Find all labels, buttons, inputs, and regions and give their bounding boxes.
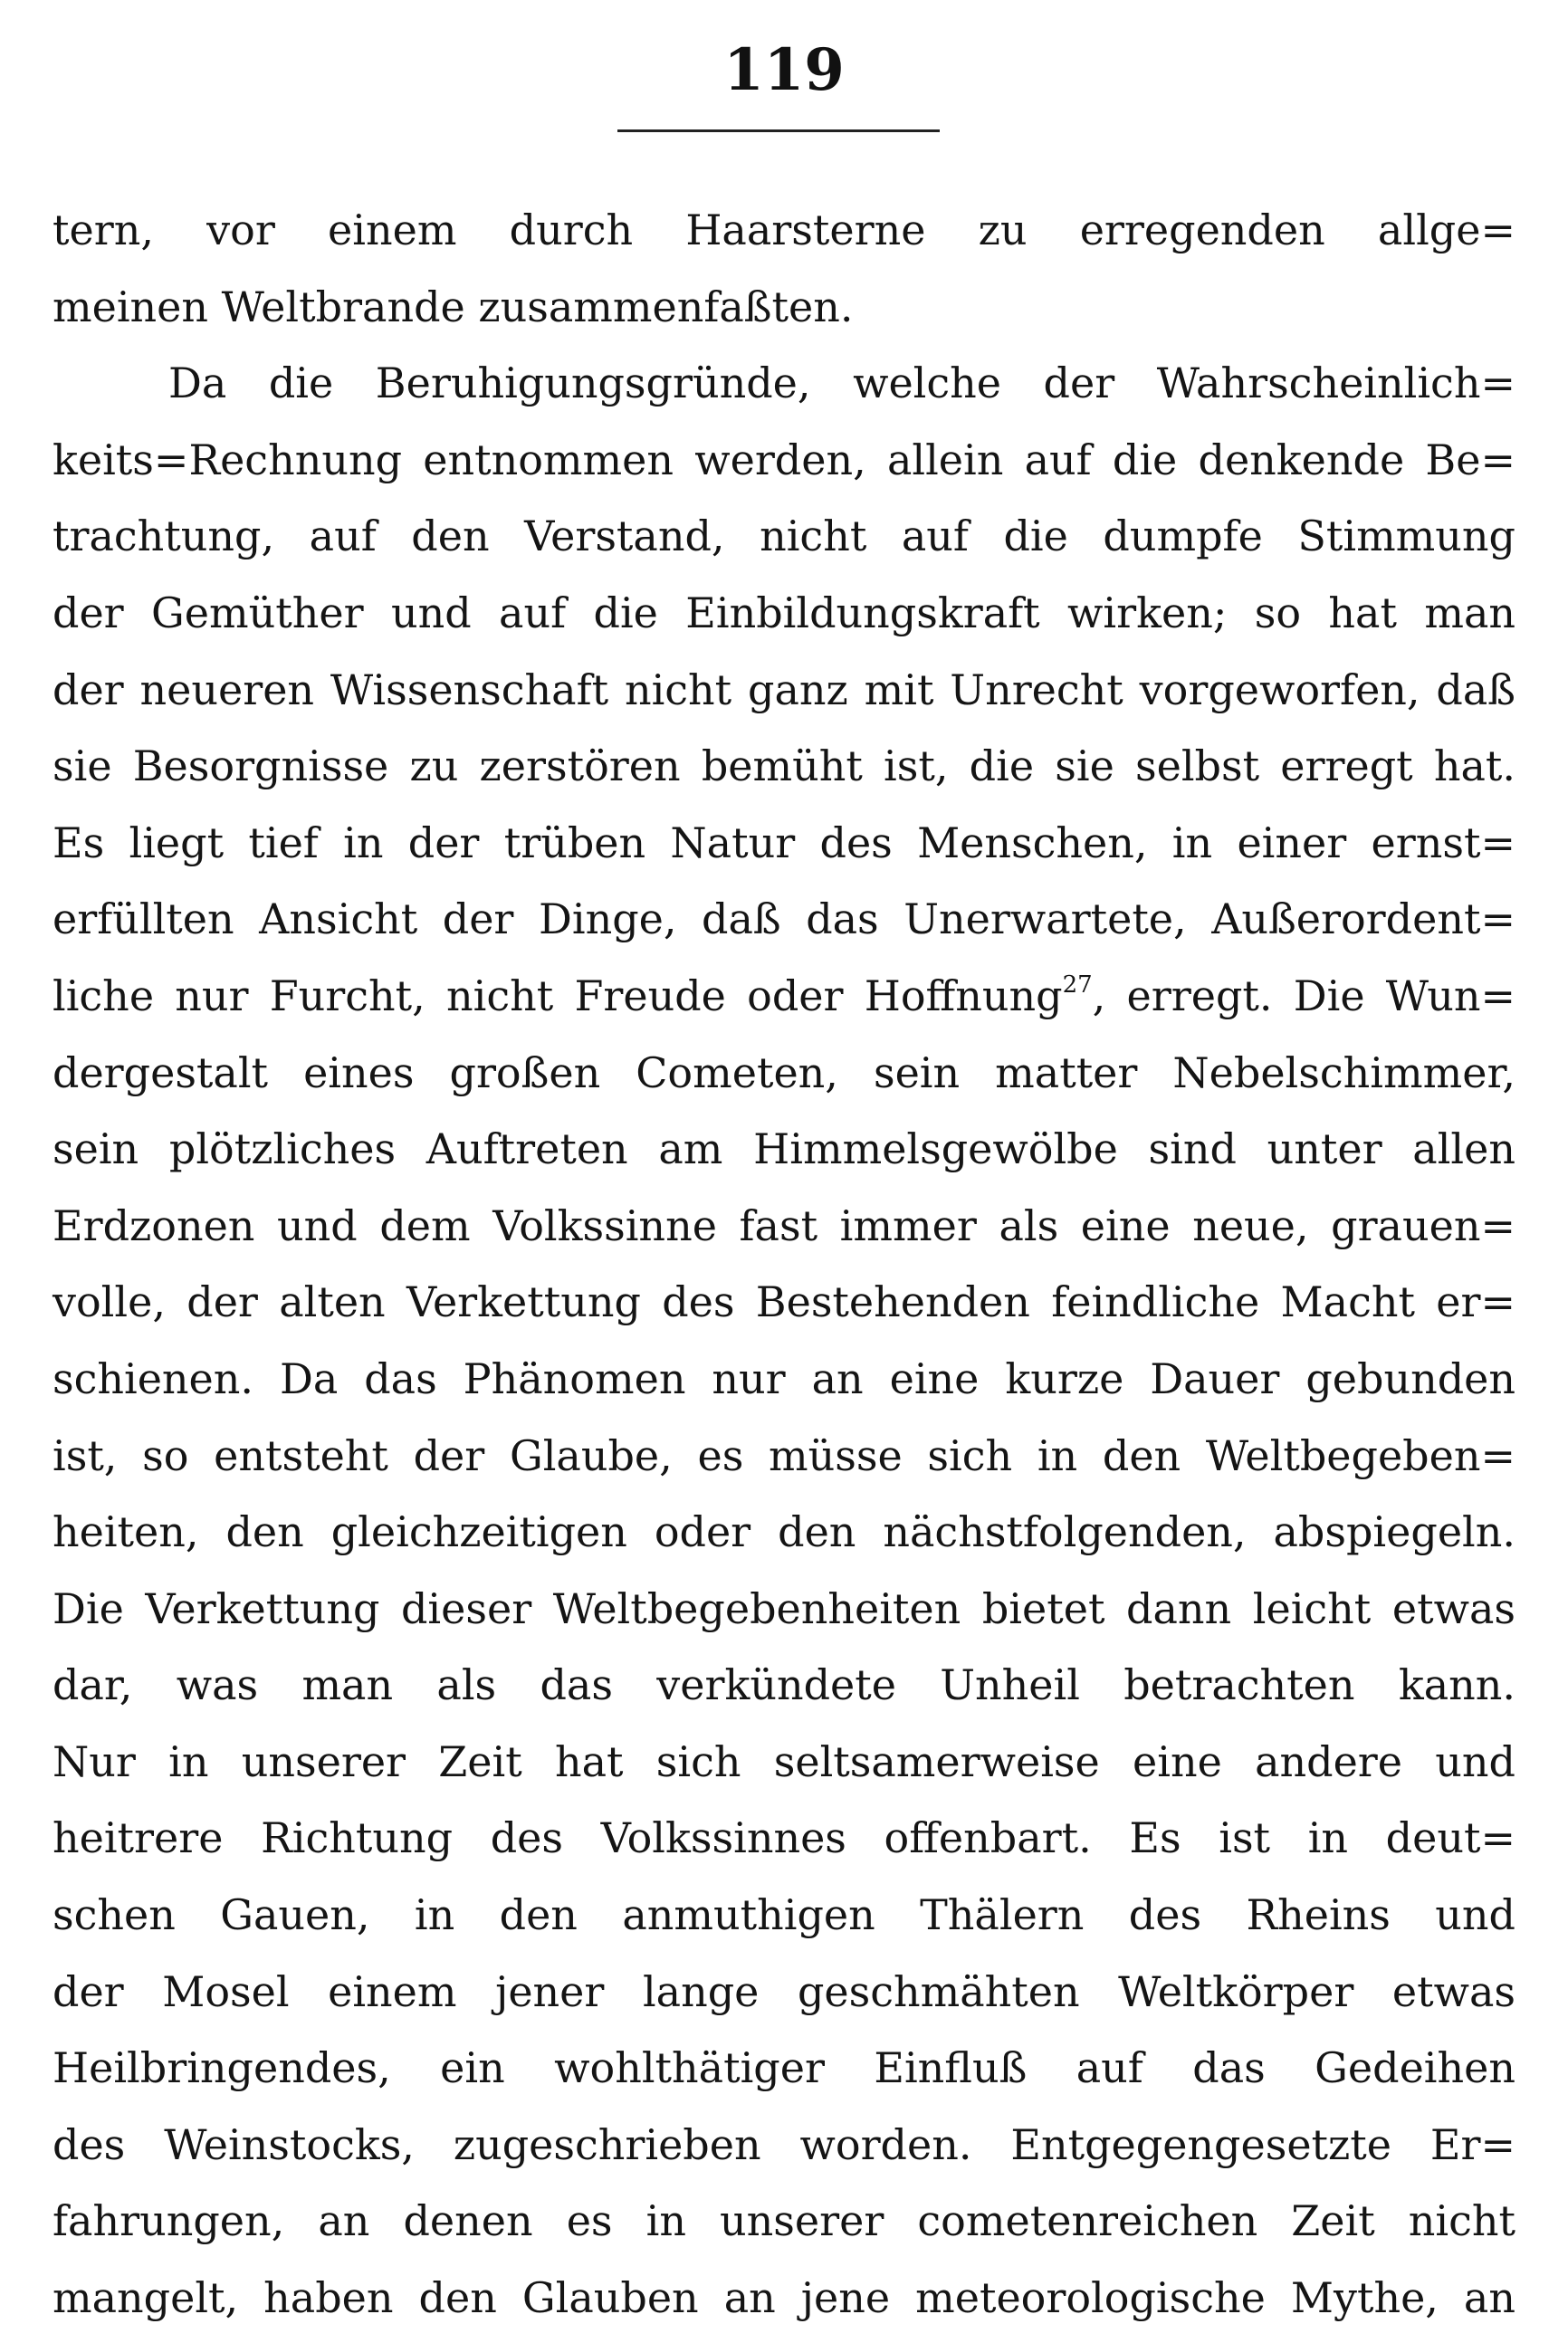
line-text: , erregt. Die Wun= [1092,971,1516,1020]
text-line: ist, so entsteht der Glaube, es müsse sich in den Weltbegeben= [53,1430,1515,1480]
text-line: volle, der alten Verkettung des Bestehenden feindliche Macht er= [53,1277,1515,1327]
header-rule [617,129,940,132]
line-text: liche nur Furcht, nicht Freude oder Hoffnung [53,971,1063,1020]
text-line: trachtung, auf den Verstand, nicht auf die dumpfe Stimmung [53,512,1515,561]
text-line: schen Gauen, in den anmuthigen Thälern des Rheins und [53,1890,1515,1940]
text-line: sie Besorgnisse zu zerstören bemüht ist, die sie selbst erregt hat. [53,741,1515,791]
text-line: meinen Weltbrande zusammenfaßten. [53,282,854,331]
text-line: Da die Beruhigungsgründe, welche der Wahrscheinlich= [168,359,1515,408]
text-line: Heilbringendes, ein wohlthätiger Einfluß auf das Gedeihen [53,2043,1515,2093]
text-line: dergestalt eines großen Cometen, sein matter Nebelschimmer, [53,1047,1515,1097]
footnote-reference: 27 [1062,971,1093,999]
text-line: schienen. Da das Phänomen nur an eine kurze Dauer gebunden [53,1353,1515,1403]
text-line: sein plötzliches Auftreten am Himmelsgewölbe sind unter allen [53,1124,1515,1174]
text-line: tern, vor einem durch Haarsterne zu erregenden allge= [53,206,1515,254]
text-line: fahrungen, an denen es in unserer cometenreichen Zeit nicht [53,2196,1515,2246]
text-line: dar, was man als das verkündete Unheil betrachten kann. [53,1660,1515,1710]
text-line: der neueren Wissenschaft nicht ganz mit Unrecht vorgeworfen, daß [53,665,1515,714]
text-line: heitrere Richtung des Volkssinnes offenbart. Es ist in deut= [53,1813,1515,1863]
text-line: heiten, den gleichzeitigen oder den nächstfolgenden, abspiegeln. [53,1507,1515,1557]
text-line: Erdzonen und dem Volkssinne fast immer als eine neue, grauen= [53,1200,1515,1250]
text-line: Die Verkettung dieser Weltbegebenheiten bietet dann leicht etwas [53,1583,1515,1633]
text-line: der Mosel einem jener lange geschmähten Weltkörper etwas [53,1966,1515,2016]
text-line: Es liegt tief in der trüben Natur des Menschen, in einer ernst= [53,818,1515,867]
page-number: 119 [723,36,845,104]
text-line [53,958,1515,1035]
body-text [53,192,1515,2337]
text-line: Nur in unserer Zeit hat sich seltsamerweise eine andere und [53,1736,1515,1786]
text-line: mangelt, haben den Glauben an jene meteorologische Mythe, an [53,2273,1515,2323]
text-line: keits=Rechnung entnommen werden, allein auf die denkende Be= [53,435,1515,484]
text-line: der Gemüther und auf die Einbildungskraft wirken; so hat man [53,588,1515,637]
text-line: erfüllten Ansicht der Dinge, daß das Unerwartete, Außerordent= [53,894,1515,944]
text-line: des Weinstocks, zugeschrieben worden. Entgegengesetzte Er= [53,2119,1515,2169]
